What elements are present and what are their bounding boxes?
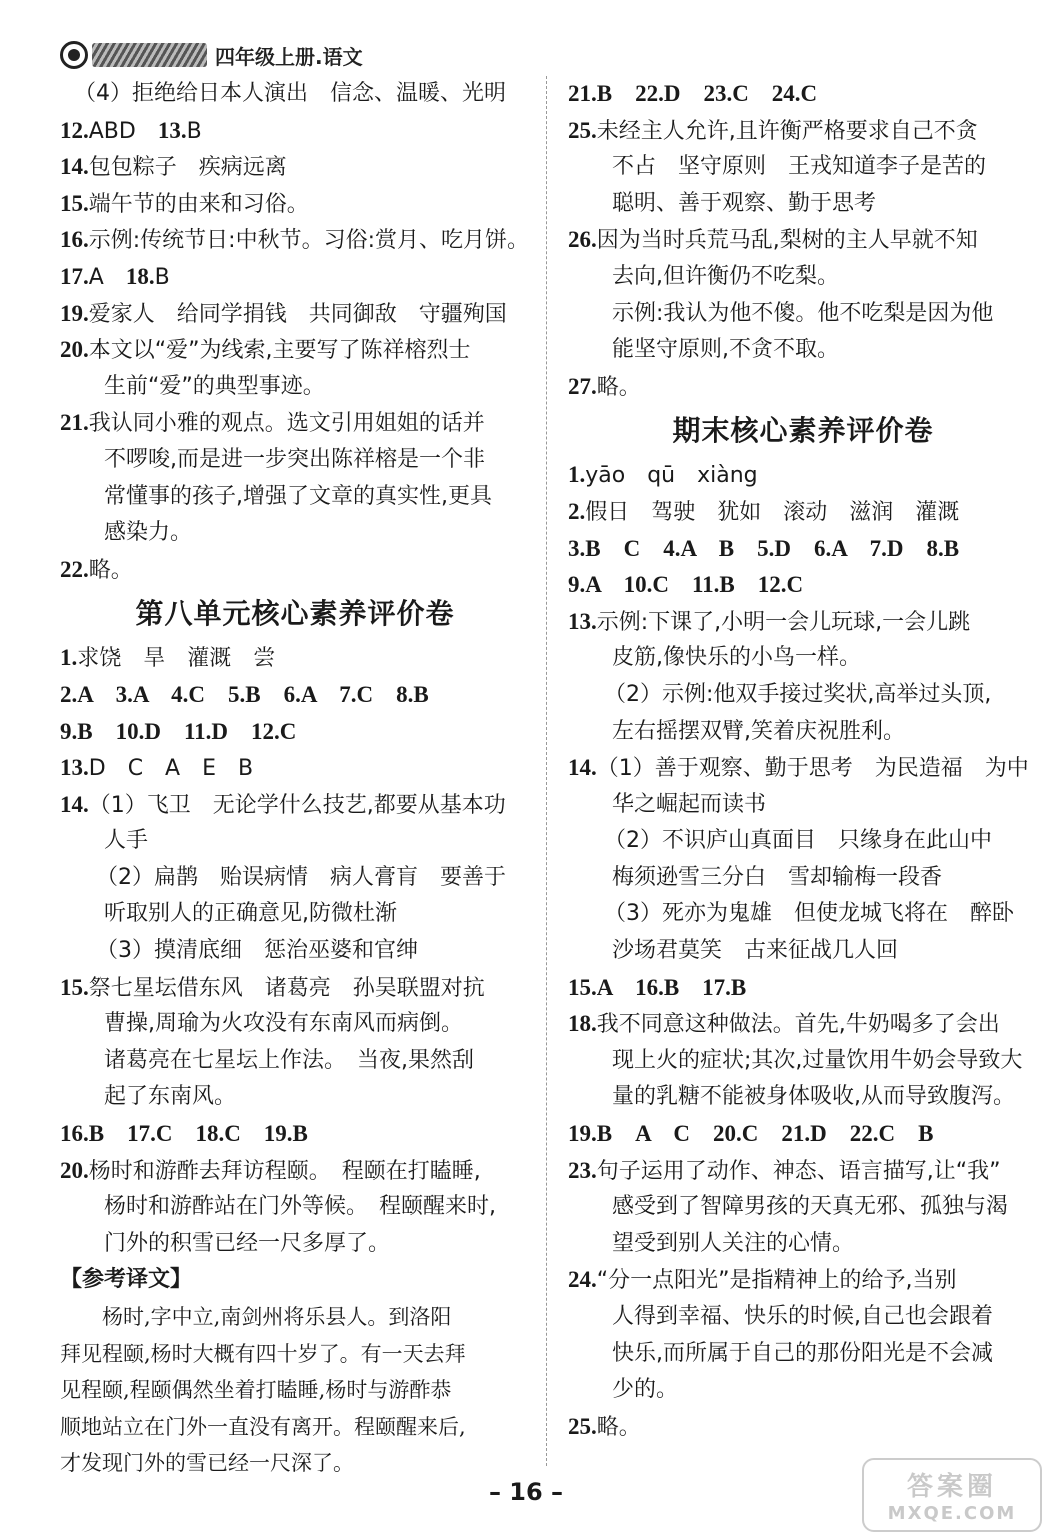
- question-number: 25.: [568, 117, 597, 143]
- answer-line: 常懂事的孩子,增强了文章的真实性,更具: [104, 483, 492, 509]
- question-number: 20.: [60, 1157, 89, 1183]
- answer-line: [60, 186, 530, 223]
- question-number: 13.: [568, 608, 597, 634]
- answer-line: 诸葛亮在七星坛上作法。 当夜,果然刮: [104, 1047, 474, 1073]
- answer-line: 9.A 10.C 11.B 12.C: [568, 572, 804, 598]
- answer-line: 杨时和游酢站在门外等候。 程颐醒来时,: [104, 1194, 496, 1220]
- answer-text: 端午节的由来和习俗。: [88, 191, 309, 217]
- answer-line: 感染力。: [104, 520, 193, 546]
- answer-line: [60, 405, 530, 442]
- answer-line: 去向,但许衡仍不吃梨。: [612, 263, 839, 289]
- question-number: 15.: [60, 190, 89, 216]
- watermark-url: MXQE.COM: [887, 1503, 1017, 1524]
- answer-line: 量的乳糖不能被身体吸收,从而导致腹泻。: [612, 1084, 1015, 1110]
- answer-line: [60, 787, 530, 824]
- answer-line: 曹操,周瑜为火攻没有东南风而病倒。: [104, 1011, 463, 1037]
- answer-line: 9.B 10.D 11.D 12.C: [60, 718, 297, 744]
- answer-text: 示例:下课了,小明一会儿玩球,一会儿跳: [596, 609, 971, 635]
- answer-line: 望受到别人关注的心情。: [612, 1230, 855, 1256]
- answer-line: （2）扁鹊 贻误病情 病人膏肓 要善于: [96, 864, 506, 890]
- reference-translation-title: 【参考译文】: [60, 1267, 193, 1293]
- answer-line: 3.B C 4.A B 5.D 6.A 7.D 8.B: [568, 535, 960, 561]
- question-number: 13.: [60, 755, 89, 781]
- answer-line: [60, 222, 530, 259]
- answer-text: 略。: [88, 557, 133, 583]
- answer-line: [60, 750, 530, 787]
- answer-text: 求饶 旱 灌溉 尝: [77, 646, 276, 672]
- answer-text: yāo qū xiàng: [585, 463, 758, 489]
- translation-line: 才发现门外的雪已经一尺深了。: [60, 1451, 354, 1476]
- answer-text: D C A E B: [88, 756, 254, 782]
- answer-line: [568, 1409, 1038, 1446]
- answer-line: 感受到了智障男孩的天真无邪、孤独与渴: [612, 1194, 1009, 1220]
- answer-text: 略。: [596, 1414, 641, 1440]
- answer-line: 起了东南风。: [104, 1084, 237, 1110]
- right-column: [568, 76, 1038, 1445]
- question-number: 18.: [568, 1011, 597, 1037]
- answer-line: 不占 坚守原则 王戎知道李子是苦的: [612, 154, 987, 180]
- question-number: 1.: [568, 462, 586, 488]
- answer-text: 我认同小雅的观点。选文引用姐姐的话并: [88, 411, 485, 437]
- book-title: 四年级上册.语文: [215, 44, 363, 69]
- answer-text: A: [88, 264, 126, 290]
- answer-line: 生前“爱”的典型事迹。: [104, 373, 325, 399]
- answer-line: 能坚守原则,不贪不取。: [612, 337, 839, 363]
- answer-text: 爱家人 给同学捐钱 共同御敌 守疆殉国: [88, 301, 507, 327]
- answer-line: 21.B 22.D 23.C 24.C: [568, 81, 818, 106]
- answer-line: [568, 457, 1038, 494]
- answer-line: 聪明、善于观察、勤于思考: [612, 190, 877, 216]
- question-number: 15.: [60, 974, 89, 1000]
- answer-text: 句子运用了动作、神态、语言描写,让“我”: [596, 1158, 1001, 1184]
- answer-text: B: [186, 118, 202, 144]
- translation-line: 拜见程颐,杨时大概有四十岁了。有一天去拜: [60, 1341, 466, 1366]
- answer-line: [60, 552, 530, 589]
- answer-line: 16.B 17.C 18.C 19.B: [60, 1121, 308, 1147]
- question-number: 26.: [568, 227, 597, 253]
- answer-text: 因为当时兵荒马乱,梨树的主人早就不知: [596, 228, 978, 254]
- question-number: 19.: [60, 300, 89, 326]
- answer-line: 示例:我认为他不傻。他不吃梨是因为他: [612, 300, 994, 326]
- answer-line: 听取别人的正确意见,防微杜渐: [104, 901, 397, 927]
- answer-text: 包包粽子 疾病远离: [88, 155, 287, 181]
- answer-line: [60, 1153, 530, 1190]
- answer-text: （1）善于观察、勤于思考 为民造福 为中: [596, 756, 1029, 782]
- answer-text: 略。: [596, 374, 641, 400]
- answer-text: 祭七星坛借东风 诸葛亮 孙吴联盟对抗: [88, 975, 485, 1001]
- page-number: – 16 –: [488, 1478, 564, 1506]
- question-number: 22.: [60, 556, 89, 582]
- watermark-logo: [862, 1458, 1042, 1532]
- question-number: 16.: [60, 227, 89, 253]
- answer-line: [568, 369, 1038, 406]
- answer-line: [60, 640, 530, 677]
- answer-line: （2）示例:他双手接过奖状,高举过头顶,: [604, 681, 992, 707]
- answer-line: 梅须逊雪三分白 雪却输梅一段香: [612, 864, 943, 890]
- answer-line: [60, 296, 530, 333]
- answer-line: 19.B A C 20.C 21.D 22.C B: [568, 1121, 934, 1147]
- section-title: 期末核心素养评价卷: [672, 414, 934, 448]
- answer-line: 现上火的症状;其次,过量饮用牛奶会导致大: [612, 1047, 1023, 1073]
- question-number: 24.: [568, 1267, 597, 1293]
- answer-text: 假日 驾驶 犹如 滚动 滋润 灌溉: [585, 499, 960, 525]
- question-number: 14.: [568, 755, 597, 781]
- answer-line: [60, 259, 530, 296]
- answer-line: （3）死亦为鬼雄 但使龙城飞将在 醉卧: [604, 901, 1014, 927]
- answer-line: 沙场君莫笑 古来征战几人回: [612, 938, 899, 964]
- answer-line: [568, 1153, 1038, 1190]
- answer-line: [568, 604, 1038, 641]
- answer-text: 杨时和游酢去拜访程颐。 程颐在打瞌睡,: [88, 1158, 481, 1184]
- answer-text: 示例:传统节日:中秋节。习俗:赏月、吃月饼。: [88, 228, 529, 254]
- answer-line: 人得到幸福、快乐的时候,自己也会跟着: [612, 1304, 993, 1329]
- answer-line: [568, 222, 1038, 259]
- answer-line: [568, 1006, 1038, 1043]
- answer-text: 本文以“爱”为线索,主要写了陈祥榕烈士: [88, 338, 471, 364]
- question-number: 13.: [157, 117, 187, 143]
- answer-line: [60, 332, 530, 369]
- answer-text: 我不同意这种做法。首先,牛奶喝多了会出: [596, 1012, 1000, 1038]
- question-number: 23.: [568, 1157, 597, 1183]
- page-header: [60, 40, 363, 70]
- answer-text: “分一点阳光”是指精神上的给予,当别: [596, 1268, 957, 1294]
- answer-line: 15.A 16.B 17.B: [568, 974, 747, 1000]
- answer-line: （2）不识庐山真面目 只缘身在此山中: [604, 828, 992, 854]
- section-title: 第八单元核心素养评价卷: [135, 597, 455, 631]
- answer-line: 不啰唆,而是进一步突出陈祥榕是一个非: [104, 446, 485, 472]
- answer-text: 未经主人允许,且许衡严格要求自己不贪: [596, 118, 978, 144]
- answer-text: （1）飞卫 无论学什么技艺,都要从基本功: [88, 792, 506, 818]
- answer-line: 左右摇摆双臂,笑着庆祝胜利。: [612, 718, 905, 744]
- logo-icon: [60, 41, 88, 69]
- brand-logo-icon: [92, 43, 207, 67]
- column-divider: [546, 76, 547, 1466]
- answer-line: 快乐,而所属于自己的那份阳光是不会减: [612, 1340, 993, 1366]
- answer-line: （4）拒绝给日本人演出 信念、温暖、光明: [74, 81, 506, 106]
- answer-line: （3）摸清底细 惩治巫婆和官绅: [96, 938, 418, 964]
- answer-line: [60, 113, 530, 150]
- question-number: 2.: [568, 498, 586, 524]
- answer-line: [568, 750, 1038, 787]
- translation-line: 顺地站立在门外一直没有离开。程颐醒来后,: [60, 1414, 466, 1439]
- answer-line: [568, 113, 1038, 150]
- answer-text: ABD: [88, 118, 158, 144]
- question-number: 20.: [60, 337, 89, 363]
- answer-line: 少的。: [612, 1377, 679, 1403]
- question-number: 12.: [60, 117, 89, 143]
- answer-line: [60, 970, 530, 1007]
- question-number: 18.: [125, 263, 155, 289]
- answer-line: 门外的积雪已经一尺多厚了。: [104, 1230, 391, 1256]
- question-number: 14.: [60, 791, 89, 817]
- question-number: 14.: [60, 154, 89, 180]
- watermark-text: 答案圈: [906, 1472, 997, 1502]
- answer-line: 华之崛起而读书: [612, 791, 767, 817]
- left-column: [60, 76, 530, 1482]
- answer-line: 皮筋,像快乐的小鸟一样。: [612, 645, 861, 671]
- answer-line: [60, 149, 530, 186]
- answer-line: [568, 1262, 1038, 1299]
- answer-line: [568, 494, 1038, 531]
- translation-line: 见程颐,程颐偶然坐着打瞌睡,杨时与游酢恭: [60, 1378, 452, 1403]
- question-number: 25.: [568, 1413, 597, 1439]
- translation-line: 杨时,字中立,南剑州将乐县人。到洛阳: [102, 1305, 452, 1329]
- question-number: 1.: [60, 645, 78, 671]
- answer-text: B: [154, 264, 170, 290]
- question-number: 17.: [60, 263, 89, 289]
- answer-line: 2.A 3.A 4.C 5.B 6.A 7.C 8.B: [60, 681, 429, 707]
- answer-line: 人手: [104, 828, 149, 854]
- question-number: 21.: [60, 410, 89, 436]
- question-number: 27.: [568, 373, 597, 399]
